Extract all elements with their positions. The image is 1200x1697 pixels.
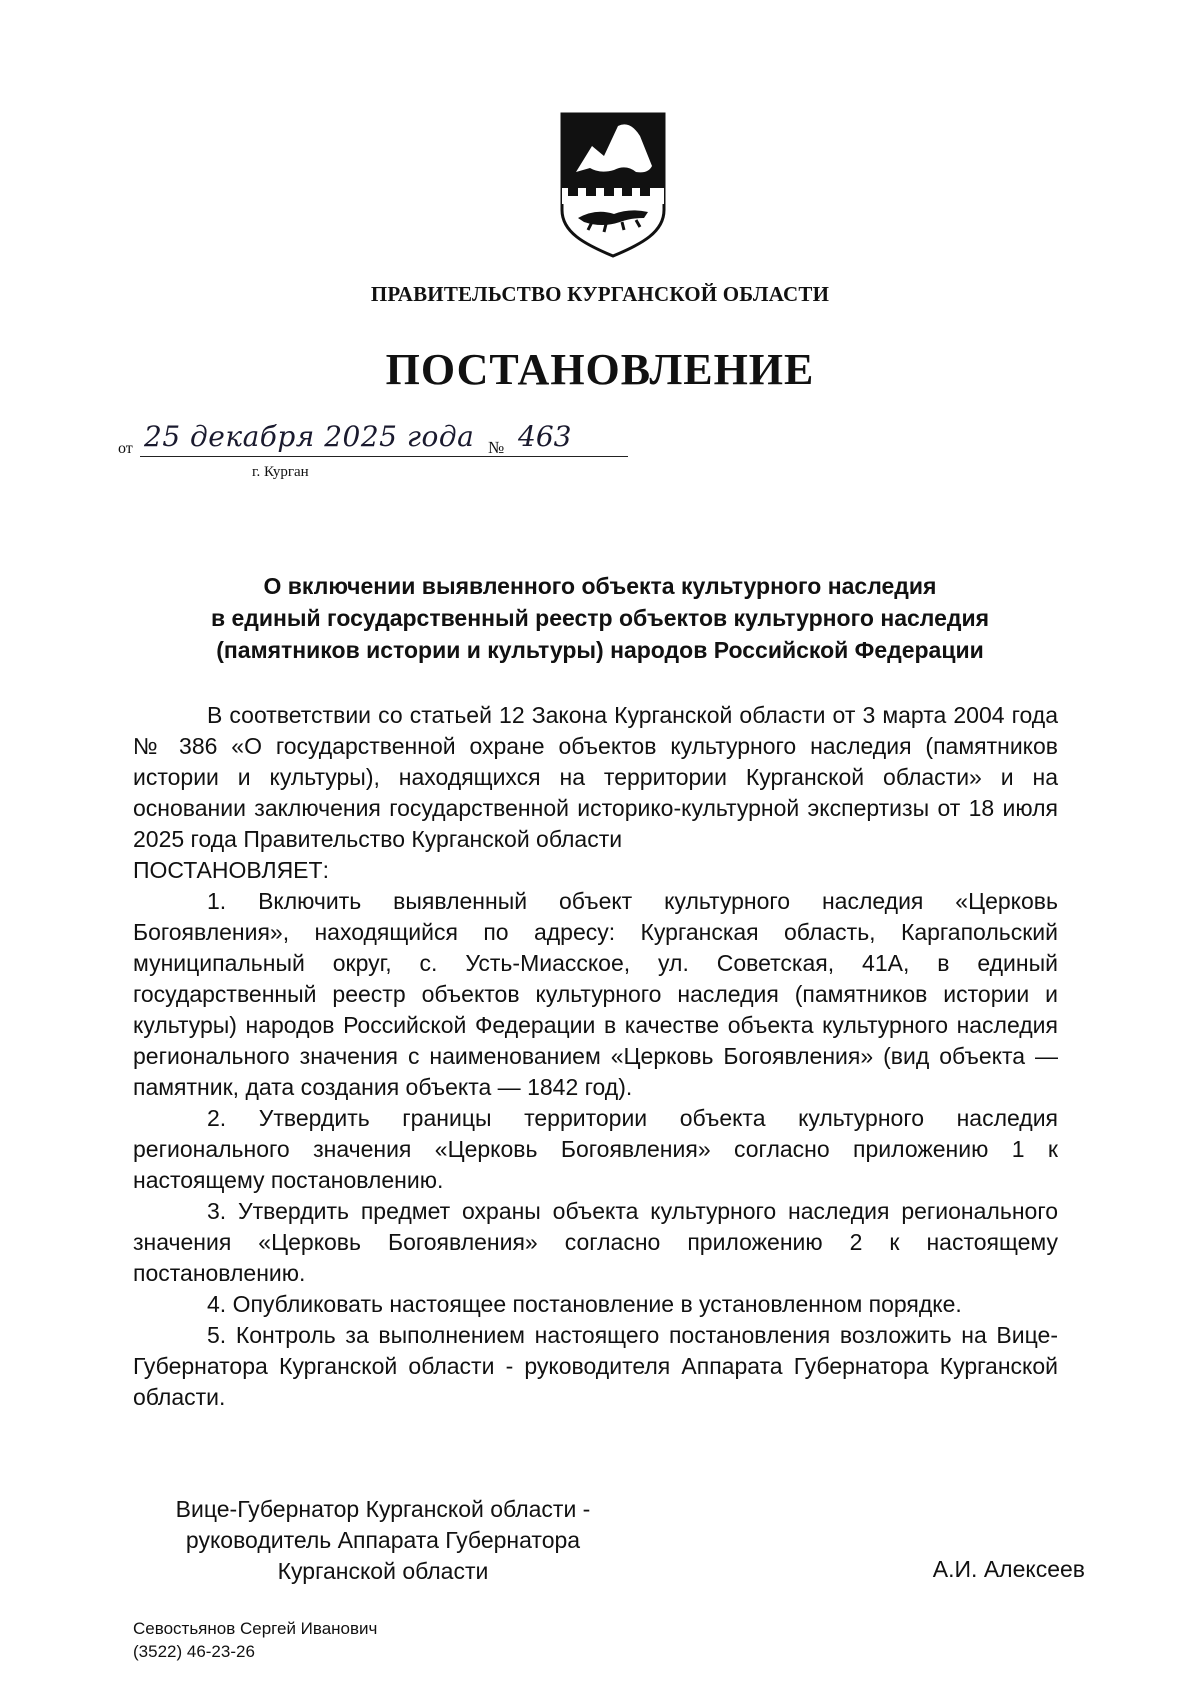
list-item: 2. Утвердить границы территории объекта культурного наследия регионального значения «Церковь Богоявления» согласно приложению 1 к настоящему постановлению. (133, 1105, 1058, 1193)
date-prefix: от (118, 440, 133, 457)
title-line: О включении выявленного объекта культурного наследия (263, 573, 937, 599)
title-line: (памятников истории и культуры) народов Российской Федерации (216, 637, 984, 663)
coat-of-arms-icon (556, 110, 670, 260)
signatory-name: А.И. Алексеев (932, 1556, 1085, 1582)
document-type: ПОСТАНОВЛЕНИЕ (385, 345, 815, 394)
title-line: в единый государственный реестр объектов культурного наследия (210, 605, 990, 631)
list-item: 5. Контроль за выполнением настоящего постановления возложить на Вице-Губернатора Курганской области - руководителя Аппарата Губернатора Курганской области. (133, 1322, 1058, 1410)
signatory-position (133, 1494, 633, 1587)
executor-info (133, 1617, 377, 1663)
list-item: 3. Утвердить предмет охраны объекта культурного наследия регионального значения «Церковь Богоявления» согласно приложению 2 к настоящему постановлению. (133, 1198, 1058, 1286)
government-name: ПРАВИТЕЛЬСТВО КУРГАНСКОЙ ОБЛАСТИ (370, 282, 830, 306)
number-sign: № (488, 438, 505, 457)
decree-word: ПОСТАНОВЛЯЕТ: (133, 857, 329, 883)
document-body (133, 700, 1058, 1413)
city: г. Курган (252, 464, 309, 480)
list-item: 4. Опубликовать настоящее постановление в установленном порядке. (207, 1291, 962, 1317)
document-title (140, 570, 1060, 666)
executor-phone: (3522) 46-23-26 (133, 1642, 255, 1661)
executor-name: Севостьянов Сергей Иванович (133, 1619, 378, 1638)
position-line: Вице-Губернатор Курганской области - (175, 1496, 591, 1522)
preamble: В соответствии со статьей 12 Закона Курганской области от 3 марта 2004 года № 386 «О государственной охране объектов культурного наследия (памятников истории и культуры), находящихся на территории Курганской области» и на основании заключения государственной историко-культурной экспертизы от 18 июля 2025 года Правительство Курганской области (133, 702, 1058, 852)
position-line: Курганской области (277, 1558, 489, 1584)
handwritten-date: 25 декабря 2025 года (144, 420, 475, 453)
handwritten-number: 463 (518, 420, 572, 453)
list-item: 1. Включить выявленный объект культурного наследия «Церковь Богоявления», находящийся по адресу: Курганская область, Каргапольский муниципальный округ, с. Усть-Миасское, ул. Советская, 41А, в единый государственный реестр объектов культурного наследия (памятников истории и культуры) народов Российской Федерации в качестве объекта культурного наследия регионального значения с наименованием «Церковь Богоявления» (вид объекта — памятник, дата создания объекта — 1842 год). (133, 888, 1058, 1100)
date-number-line (118, 420, 618, 486)
position-line: руководитель Аппарата Губернатора (185, 1527, 581, 1553)
number-underline (508, 456, 628, 457)
